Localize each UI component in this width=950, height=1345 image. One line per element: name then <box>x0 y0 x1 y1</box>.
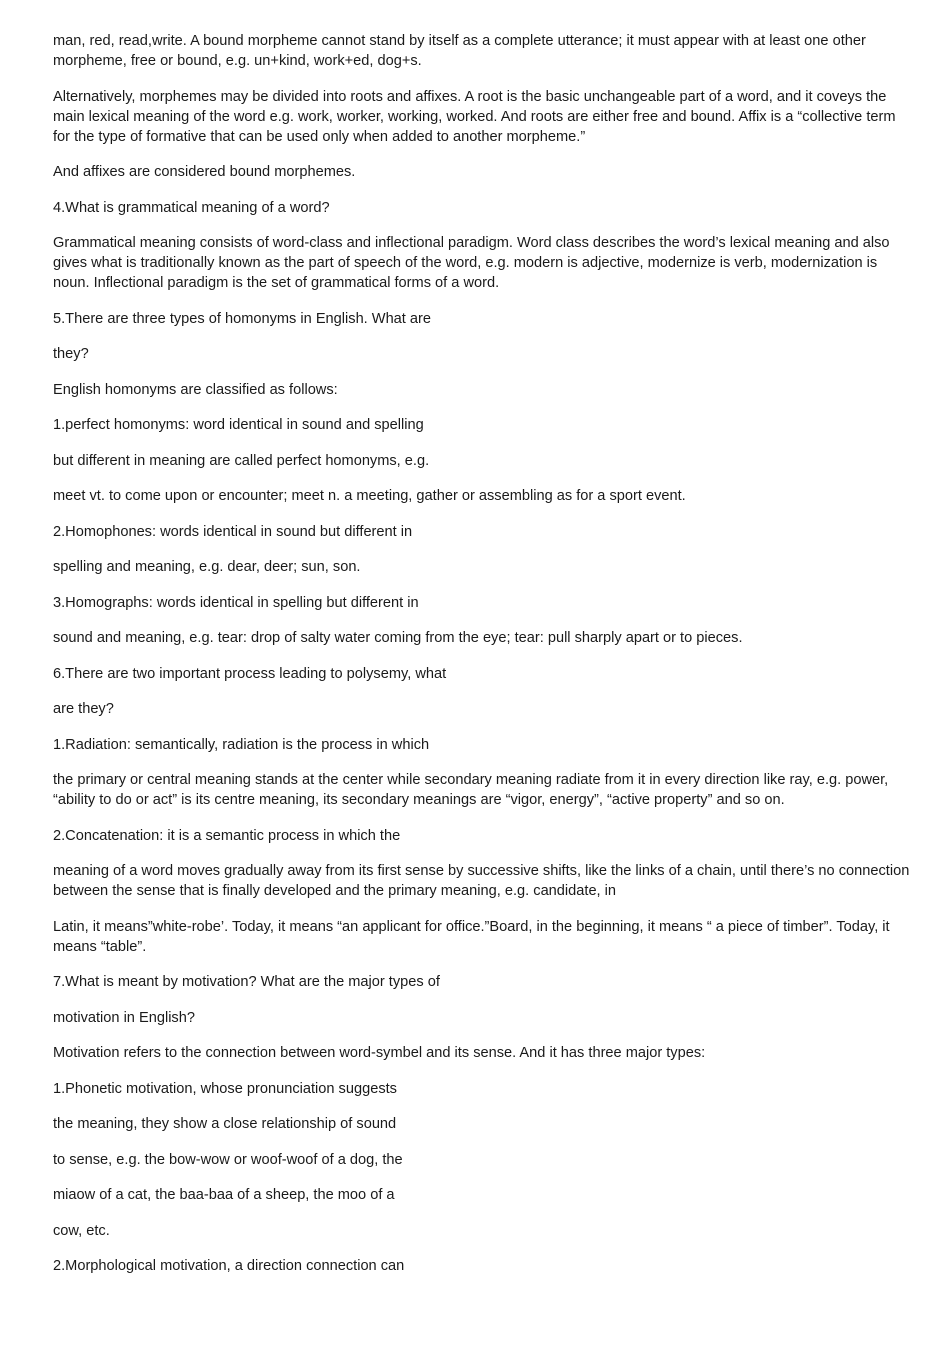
paragraph: And affixes are considered bound morphemes. <box>53 164 356 180</box>
list-item: 3.Homographs: words identical in spelling but different in <box>53 594 419 611</box>
paragraph: the meaning, they show a close relationship of sound <box>53 1116 397 1132</box>
question-heading: 5.There are three types of homonyms in English. What are <box>53 310 431 327</box>
paragraph: Latin, it means”white-robe’. Today, it means “an applicant for office.”Board, in the beginning, it means “ a piece of timber”. Today, it means “table”. <box>53 918 890 955</box>
question-heading: 4.What is grammatical meaning of a word? <box>53 199 330 216</box>
list-item: 2.Morphological motivation, a direction connection can <box>53 1258 405 1274</box>
question-heading: they? <box>53 346 89 362</box>
list-item: 2.Homophones: words identical in sound but different in <box>53 523 413 540</box>
paragraph: spelling and meaning, e.g. dear, deer; sun, son. <box>53 559 361 575</box>
paragraph: Alternatively, morphemes may be divided into roots and affixes. A root is the basic unchangeable part of a word, and it coveys the main lexical meaning of the word e.g. work, worker, working, worked. And roots are either free and bound. Affix is a “collective term for the type of formative that can be used only when added to another morpheme.” <box>53 88 896 145</box>
paragraph: but different in meaning are called perfect homonyms, e.g. <box>53 452 430 469</box>
question-heading: are they? <box>53 701 114 717</box>
paragraph: sound and meaning, e.g. tear: drop of salty water coming from the eye; tear: pull sharply apart or to pieces. <box>53 630 743 646</box>
question-heading: 6.There are two important process leading to polysemy, what <box>53 665 447 682</box>
paragraph: the primary or central meaning stands at the center while secondary meaning radiate from it in every direction like ray, e.g. power, “ability to do or act” is its centre meaning, its secondary meanings are “vigor, energy”, “active property” and so on. <box>53 772 889 808</box>
question-heading: 7.What is meant by motivation? What are the major types of <box>53 974 440 990</box>
paragraph: English homonyms are classified as follows: <box>53 381 338 398</box>
document-page <box>53 31 915 1292</box>
list-item: 2.Concatenation: it is a semantic process in which the <box>53 827 401 844</box>
paragraph: meet vt. to come upon or encounter; meet n. a meeting, gather or assembling as for a sport event. <box>53 488 686 504</box>
paragraph: cow, etc. <box>53 1222 110 1239</box>
paragraph: Grammatical meaning consists of word-class and inflectional paradigm. Word class describes the word’s lexical meaning and also gives what is traditionally known as the part of speech of the word, e.g. modern is adjective, modernize is verb, modernization is noun. Inflectional paradigm is the set of grammatical forms of a word. <box>53 235 890 291</box>
paragraph: miaow of a cat, the baa-baa of a sheep, the moo of a <box>53 1187 395 1203</box>
paragraph: man, red, read,write. A bound morpheme cannot stand by itself as a complete utterance; it must appear with at least one other morpheme, free or bound, e.g. un+kind, work+ed, dog+s. <box>53 33 866 69</box>
question-heading: motivation in English? <box>53 1009 195 1026</box>
list-item: 1.Radiation: semantically, radiation is the process in which <box>53 736 430 753</box>
paragraph: to sense, e.g. the bow-wow or woof-woof of a dog, the <box>53 1151 403 1168</box>
list-item: 1.Phonetic motivation, whose pronunciation suggests <box>53 1080 397 1097</box>
paragraph: Motivation refers to the connection between word-symbel and its sense. And it has three major types: <box>53 1045 706 1061</box>
paragraph: meaning of a word moves gradually away from its first sense by successive shifts, like the links of a chain, until there’s no connection between the sense that is finally developed and the primary meaning, e.g. candidate, in <box>53 863 910 899</box>
list-item: 1.perfect homonyms: word identical in sound and spelling <box>53 417 424 433</box>
